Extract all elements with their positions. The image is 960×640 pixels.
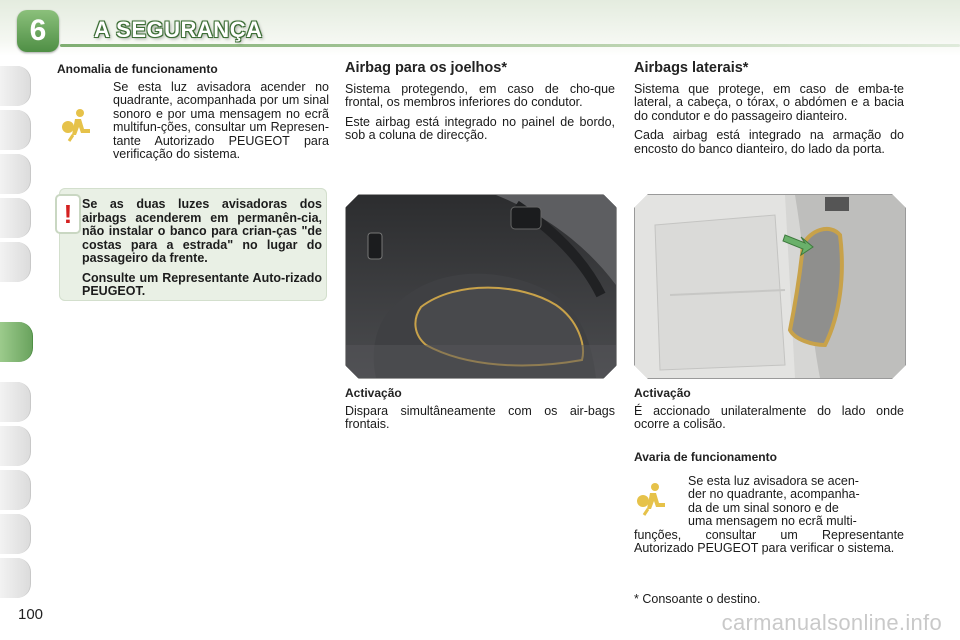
knee-airbag-paragraph-2: Este airbag está integrado no painel de bordo, sob a coluna de direcção. [345, 114, 615, 142]
exclamation-icon: ! [57, 196, 79, 232]
warning-text [82, 198, 322, 305]
side-fault-line-4: uma mensagem no ecrã multi- [688, 514, 857, 528]
side-activation-heading: Activação [634, 386, 691, 400]
knee-airbag-paragraph-1: Sistema protegendo, em caso de cho-que frontal, os membros inferiores do condutor. [345, 81, 615, 109]
side-airbags-paragraph-2: Cada airbag está integrado na armação do encosto do banco dianteiro, do lado da porta. [634, 128, 904, 156]
chapter-tab-3[interactable] [0, 154, 31, 194]
side-fault-line-2: der no quadrante, acompanha- [688, 487, 860, 501]
chapter-tab-4[interactable] [0, 198, 31, 238]
knee-airbag-activation [345, 387, 615, 432]
page-number: 100 [18, 606, 44, 623]
knee-activation-text: Dispara simultâneamente com os air-bags frontais. [345, 403, 615, 431]
warning-paragraph-2: Consulte um Representante Auto-rizado PEUGEOT. [82, 270, 322, 298]
chapter-tab-1[interactable] [0, 66, 31, 106]
side-fault-line-3: da de um sinal sonoro e de [688, 500, 839, 515]
fault-heading: Anomalia de funcionamento [57, 62, 218, 76]
airbag-warning-icon [59, 105, 99, 149]
side-airbags-paragraph-1: Sistema que protege, em caso de emba-te lateral, a cabeça, o tórax, o abdómen e a bacia do condutor e do passageiro dianteiro. [634, 81, 904, 123]
side-fault-text [634, 475, 904, 556]
side-fault-line-1: Se esta luz avisadora se acen- [688, 473, 859, 488]
chapter-tab-5[interactable] [0, 242, 31, 282]
footnote: * Consoante o destino. [634, 592, 761, 606]
warning-paragraph-1: Se as duas luzes avisadoras dos airbags acenderem em permanên-cia, não instalar o banco para crian-ças "de costas para a estrada" no lugar do passageiro da frente. [82, 197, 322, 265]
side-fault-heading: Avaria de funcionamento [634, 450, 777, 464]
knee-airbag-heading: Airbag para os joelhos* [345, 60, 507, 76]
knee-airbag-photo [345, 194, 617, 379]
side-fault-block [634, 451, 904, 556]
fault-text: Se esta luz avisadora acender no quadrante, acompanhada por um sinal sonoro e por uma mensagem no ecrã multifun-ções, consultar um Represen-tante Autorizado PEUGEOT para verificação do sistema. [113, 79, 329, 161]
side-fault-rest: funções, consultar um Representante Autorizado PEUGEOT para verificar o sistema. [634, 527, 904, 555]
chapter-tab-rail [0, 62, 34, 582]
chapter-tab-2[interactable] [0, 110, 31, 150]
chapter-tab-7[interactable] [0, 382, 31, 422]
chapter-tab-6[interactable] [0, 322, 33, 362]
chapter-tab-11[interactable] [0, 558, 31, 598]
knee-activation-heading: Activação [345, 386, 402, 400]
watermark: carmanualsonline.info [721, 610, 942, 635]
side-airbags-heading: Airbags laterais* [634, 60, 749, 76]
column-side-airbags [634, 62, 904, 162]
chapter-badge: 6 [17, 10, 59, 52]
chapter-tab-9[interactable] [0, 470, 31, 510]
chapter-tab-10[interactable] [0, 514, 31, 554]
side-activation-text: É accionado unilateralmente do lado onde ocorre a colisão. [634, 403, 904, 431]
page-title: A SEGURANÇA [94, 17, 263, 42]
chapter-tab-8[interactable] [0, 426, 31, 466]
airbag-warning-icon [634, 479, 674, 523]
side-airbag-photo [634, 194, 906, 379]
side-airbag-activation [634, 387, 904, 432]
fault-block [57, 81, 329, 162]
column-fault [57, 63, 329, 168]
column-knee-airbag [345, 62, 615, 149]
header-rule [60, 44, 960, 47]
